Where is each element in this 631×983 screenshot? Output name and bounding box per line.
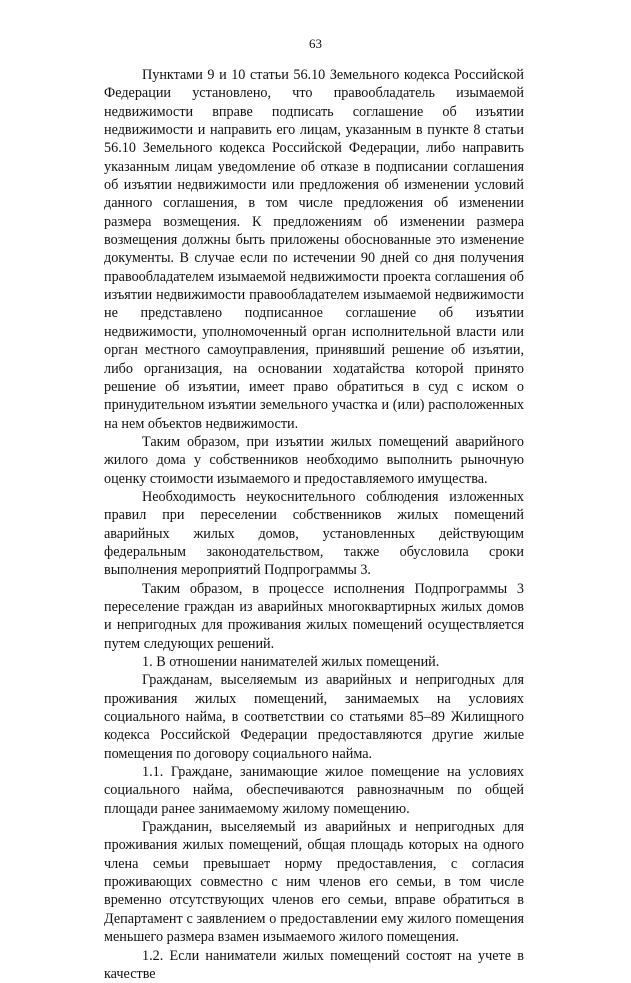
paragraph: 1.1. Граждане, занимающие жилое помещение на условиях социального найма, обеспечиваются равнозначным по общей площади ранее занимаемому жилому помещению.	[104, 763, 524, 818]
paragraph: 1.2. Если наниматели жилых помещений состоят на учете в качестве	[104, 947, 524, 983]
paragraph: Таким образом, при изъятии жилых помещений аварийного жилого дома у собственников необходимо выполнить рыночную оценку стоимости изымаемого и предоставляемого имущества.	[104, 433, 524, 488]
document-body	[104, 66, 524, 983]
paragraph: Необходимость неукоснительного соблюдения изложенных правил при переселении собственников жилых помещений аварийных жилых домов, установленных действующим федеральным законодательством, также обусловила сроки выполнения мероприятий Подпрограммы 3.	[104, 488, 524, 580]
paragraph: Гражданам, выселяемым из аварийных и непригодных для проживания жилых помещений, занимаемых на условиях социального найма, в соответствии со статьями 85–89 Жилищного кодекса Российской Федерации предоставляются другие жилые помещения по договору социального найма.	[104, 671, 524, 763]
paragraph: Пунктами 9 и 10 статьи 56.10 Земельного кодекса Российской Федерации установлено, что правообладатель изымаемой недвижимости вправе подписать соглашение об изъятии недвижимости и направить его лицам, указанным в пункте 8 статьи 56.10 Земельного кодекса Российской Федерации, либо направить указанным лицам уведомление об отказе в подписании соглашения об изъятии недвижимости или предложения об изменении условий данного соглашения, в том числе предложения об изменении размера возмещения. К предложениям об изменении размера возмещения должны быть приложены обоснованные это изменение документы. В случае если по истечении 90 дней со дня получения правообладателем изымаемой недвижимости проекта соглашения об изъятии недвижимости правообладателем изымаемой недвижимости не представлено подписанное соглашение об изъятии недвижимости, уполномоченный орган исполнительной власти или орган местного самоуправления, принявший решение об изъятии, либо организация, на основании ходатайства которой принято решение об изъятии, имеет право обратиться в суд с иском о принудительном изъятии земельного участка и (или) расположенных на нем объектов недвижимости.	[104, 66, 524, 433]
paragraph: Гражданин, выселяемый из аварийных и непригодных для проживания жилых помещений, общая площадь которых на одного члена семьи превышает норму предоставления, с согласия проживающих совместно с ним членов его семьи, в том числе временно отсутствующих членов его семьи, вправе обратиться в Департамент с заявлением о предоставлении ему жилого помещения меньшего размера взамен изымаемого жилого помещения.	[104, 818, 524, 946]
paragraph: Таким образом, в процессе исполнения Подпрограммы 3 переселение граждан из аварийных многоквартирных жилых домов и непригодных для проживания жилых помещений осуществляется путем следующих решений.	[104, 580, 524, 653]
page-number: 63	[0, 36, 631, 52]
paragraph: 1. В отношении нанимателей жилых помещений.	[104, 653, 524, 671]
